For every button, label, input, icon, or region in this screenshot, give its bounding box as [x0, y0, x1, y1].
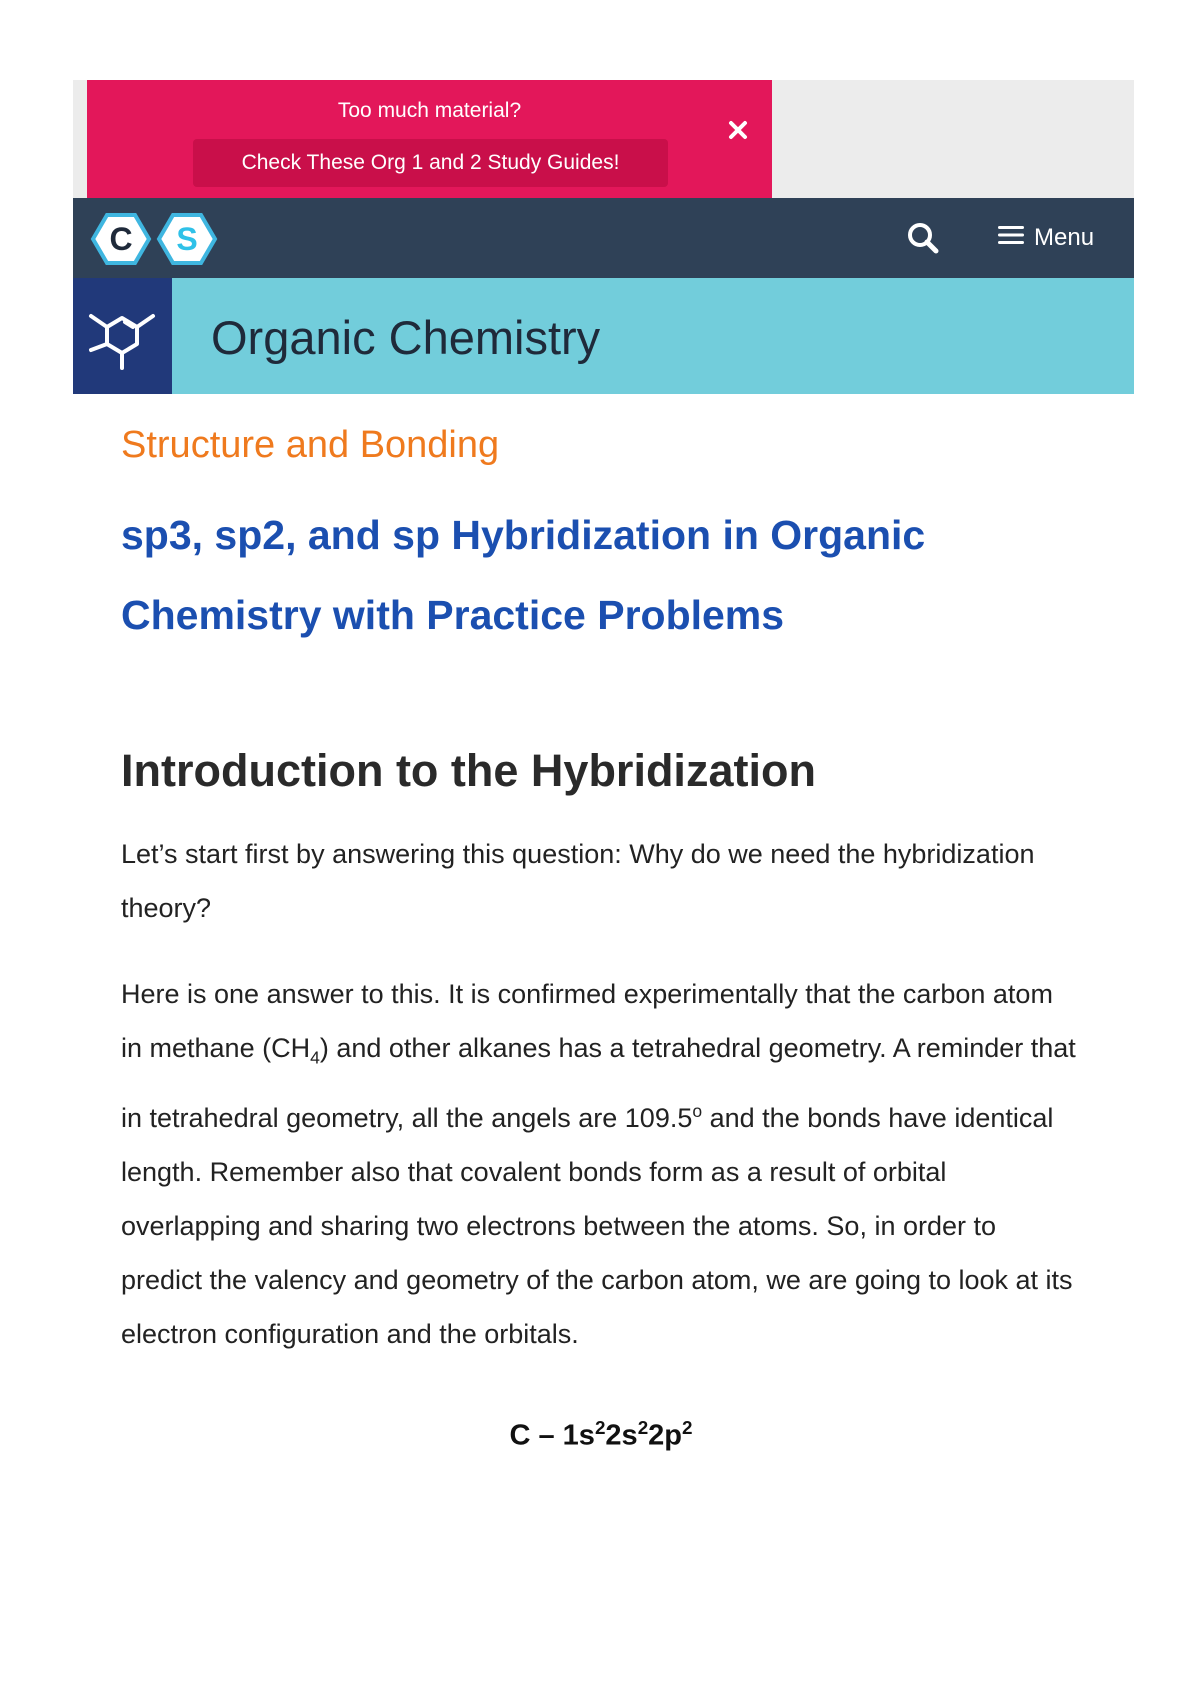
section-heading: Introduction to the Hybridization: [121, 745, 816, 796]
paragraph-text-2: ) and other alkanes has a tetrahedral geometry. A reminder that in tetrahedral geometry, all the angels are 109.5: [121, 1033, 1076, 1134]
article-category-link[interactable]: Structure and Bonding: [121, 424, 500, 466]
molecule-icon: [73, 278, 172, 394]
menu-label: Menu: [1034, 224, 1095, 251]
category-banner: [73, 278, 1134, 394]
study-guides-button[interactable]: Check These Org 1 and 2 Study Guides!: [193, 139, 668, 187]
close-icon[interactable]: [725, 117, 751, 143]
paragraph-text-3: and the bonds have identical length. Remember also that covalent bonds form as a result of orbital overlapping and sharing two electrons between the atoms. So, in order to predict the valency and geometry of the carbon atom, we are going to look at its electron configuration and the orbitals.: [121, 1103, 1073, 1350]
navbar: [73, 198, 1134, 278]
paragraph-intro: Let’s start first by answering this question: Why do we need the hybridization theory?: [121, 839, 1035, 923]
formula-part-2: 2s: [605, 1420, 638, 1453]
category-title: Organic Chemistry: [211, 311, 601, 364]
electron-configuration-formula: [121, 1417, 1081, 1453]
search-icon[interactable]: [905, 220, 941, 256]
logo-letter-c: C: [109, 221, 133, 257]
formula-sup-3: 2: [682, 1417, 693, 1439]
article-title: [121, 495, 1081, 655]
formula-part-1: C – 1s: [509, 1420, 595, 1453]
formula-part-3: 2p: [648, 1420, 683, 1453]
promo-title: Too much material?: [337, 99, 522, 122]
promo-banner: [87, 80, 772, 198]
article-title-line1: sp3, sp2, and sp Hybridization in Organic: [121, 512, 926, 558]
article-title-line2: Chemistry with Practice Problems: [121, 592, 785, 638]
menu-button[interactable]: [998, 220, 1108, 256]
hamburger-icon: [998, 224, 1024, 253]
degree-superscript: o: [692, 1101, 703, 1122]
logo-letter-s: S: [176, 221, 198, 257]
formula-sup-1: 2: [594, 1417, 606, 1439]
article-content: [121, 420, 1081, 1453]
subscript-4: 4: [310, 1047, 320, 1068]
promo-banner-wrapper: [73, 80, 1134, 198]
formula-sup-2: 2: [637, 1417, 649, 1439]
paragraph-text-1: Here is one answer to this. It is confirmed experimentally that the carbon atom in methane (CH: [121, 979, 1053, 1063]
site-logo[interactable]: [87, 208, 227, 270]
category-icon-box: [73, 278, 172, 394]
paragraph-methane: [121, 967, 1081, 1361]
